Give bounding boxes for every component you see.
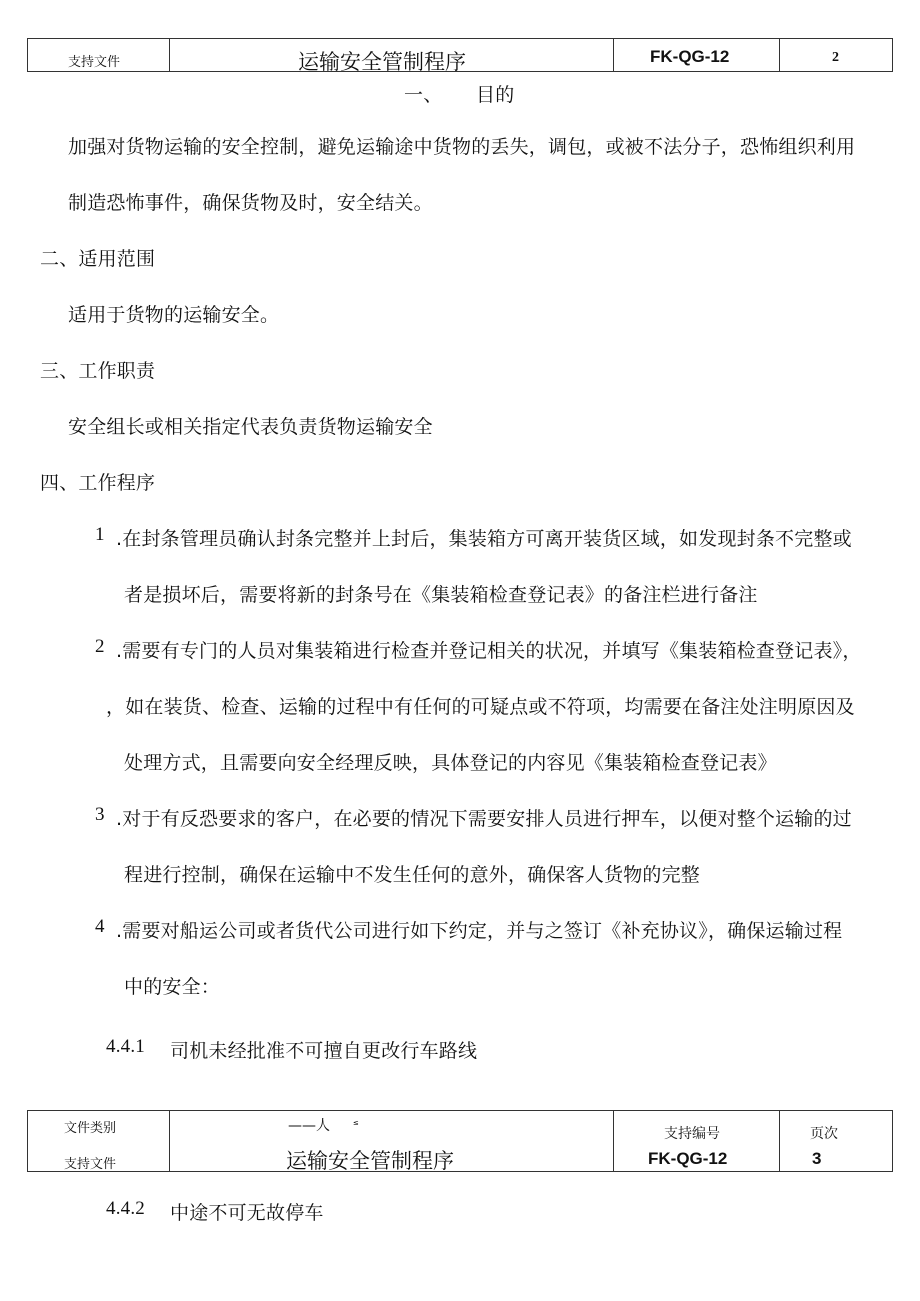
item-2-line-1: .需要有专门的人员对集装箱进行检查并登记相关的状况，并填写《集装箱检查登记表》， [116, 640, 862, 662]
sub-item-4-4-1-number: 4.4.1 [106, 1036, 145, 1057]
section-2-body: 适用于货物的运输安全。 [68, 304, 280, 326]
section-2-heading: 二、适用范围 [40, 248, 156, 270]
document-code: FK-QG-12 [650, 47, 730, 66]
header-table-top [27, 38, 893, 72]
item-4-line-1: .需要对船运公司或者货代公司进行如下约定，并与之签订《补充协议》，确保运输过程 [116, 920, 843, 942]
section-3-heading: 三、工作职责 [40, 360, 156, 382]
item-4-number: 4 [95, 916, 105, 937]
section-4-heading: 四、工作程序 [40, 472, 156, 494]
document-code-bottom: FK-QG-12 [648, 1149, 728, 1168]
item-1-line-2: 者是损坏后，需要将新的封条号在《集装箱检查登记表》的备注栏进行备注 [124, 584, 758, 606]
category-label: 文件类别 [64, 1121, 117, 1136]
item-3-line-2: 程进行控制，确保在运输中不发生任何的意外，确保客人货物的完整 [124, 864, 701, 886]
header-cell-code-bottom [613, 1111, 780, 1171]
section-1-title: 目的 [476, 84, 515, 106]
item-2-line-2: ，如在装货、检查、运输的过程中有任何的可疑点或不符项，均需要在备注处注明原因及 [106, 696, 855, 718]
section-1-body-line-2: 制造恐怖事件，确保货物及时，安全结关。 [68, 192, 433, 214]
item-3-number: 3 [95, 804, 105, 825]
header-cell-category-bottom [28, 1111, 169, 1171]
header-table-bottom [27, 1110, 893, 1172]
section-3-body: 安全组长或相关指定代表负责货物运输安全 [68, 416, 433, 438]
document-title-bottom: 运输安全管制程序 [286, 1149, 454, 1173]
page-label: 页次 [810, 1126, 838, 1142]
item-1-line-1: .在封条管理员确认封条完整并上封后，集装箱方可离开装货区域，如发现封条不完整或 [116, 528, 852, 550]
title-mark-small: ≤ [353, 1119, 359, 1127]
document-title: 运输安全管制程序 [298, 50, 466, 74]
item-2-line-3: 处理方式，且需要向安全经理反映，具体登记的内容见《集装箱检查登记表》 [124, 752, 777, 774]
sub-item-4-4-1-text: 司机未经批准不可擅自更改行车路线 [170, 1040, 478, 1062]
header-cell-page-bottom [779, 1111, 892, 1171]
header-cell-title-bottom [169, 1111, 614, 1171]
header-cell-category [28, 39, 169, 71]
item-4-line-2: 中的安全： [124, 976, 221, 998]
sub-item-4-4-2-text: 中途不可无故停车 [170, 1202, 324, 1224]
document-category-bottom: 支持文件 [64, 1157, 117, 1172]
page-number: 2 [832, 50, 839, 65]
section-1-number: 一、 [404, 84, 443, 106]
page-number-bottom: 3 [812, 1149, 822, 1168]
item-1-number: 1 [95, 524, 105, 545]
code-label: 支持编号 [664, 1126, 720, 1142]
section-1-body-line-1: 加强对货物运输的安全控制，避免运输途中货物的丢失，调包，或被不法分子，恐怖组织利用 [68, 136, 856, 158]
item-3-line-1: .对于有反恐要求的客户，在必要的情况下需要安排人员进行押车，以便对整个运输的过 [116, 808, 852, 830]
header-cell-title [169, 39, 614, 74]
title-mark: ——人 [288, 1118, 330, 1134]
document-category: 支持文件 [68, 55, 121, 70]
header-cell-code [613, 39, 780, 71]
sub-item-4-4-2-number: 4.4.2 [106, 1198, 145, 1219]
item-2-number: 2 [95, 636, 105, 657]
header-cell-page [779, 39, 892, 71]
